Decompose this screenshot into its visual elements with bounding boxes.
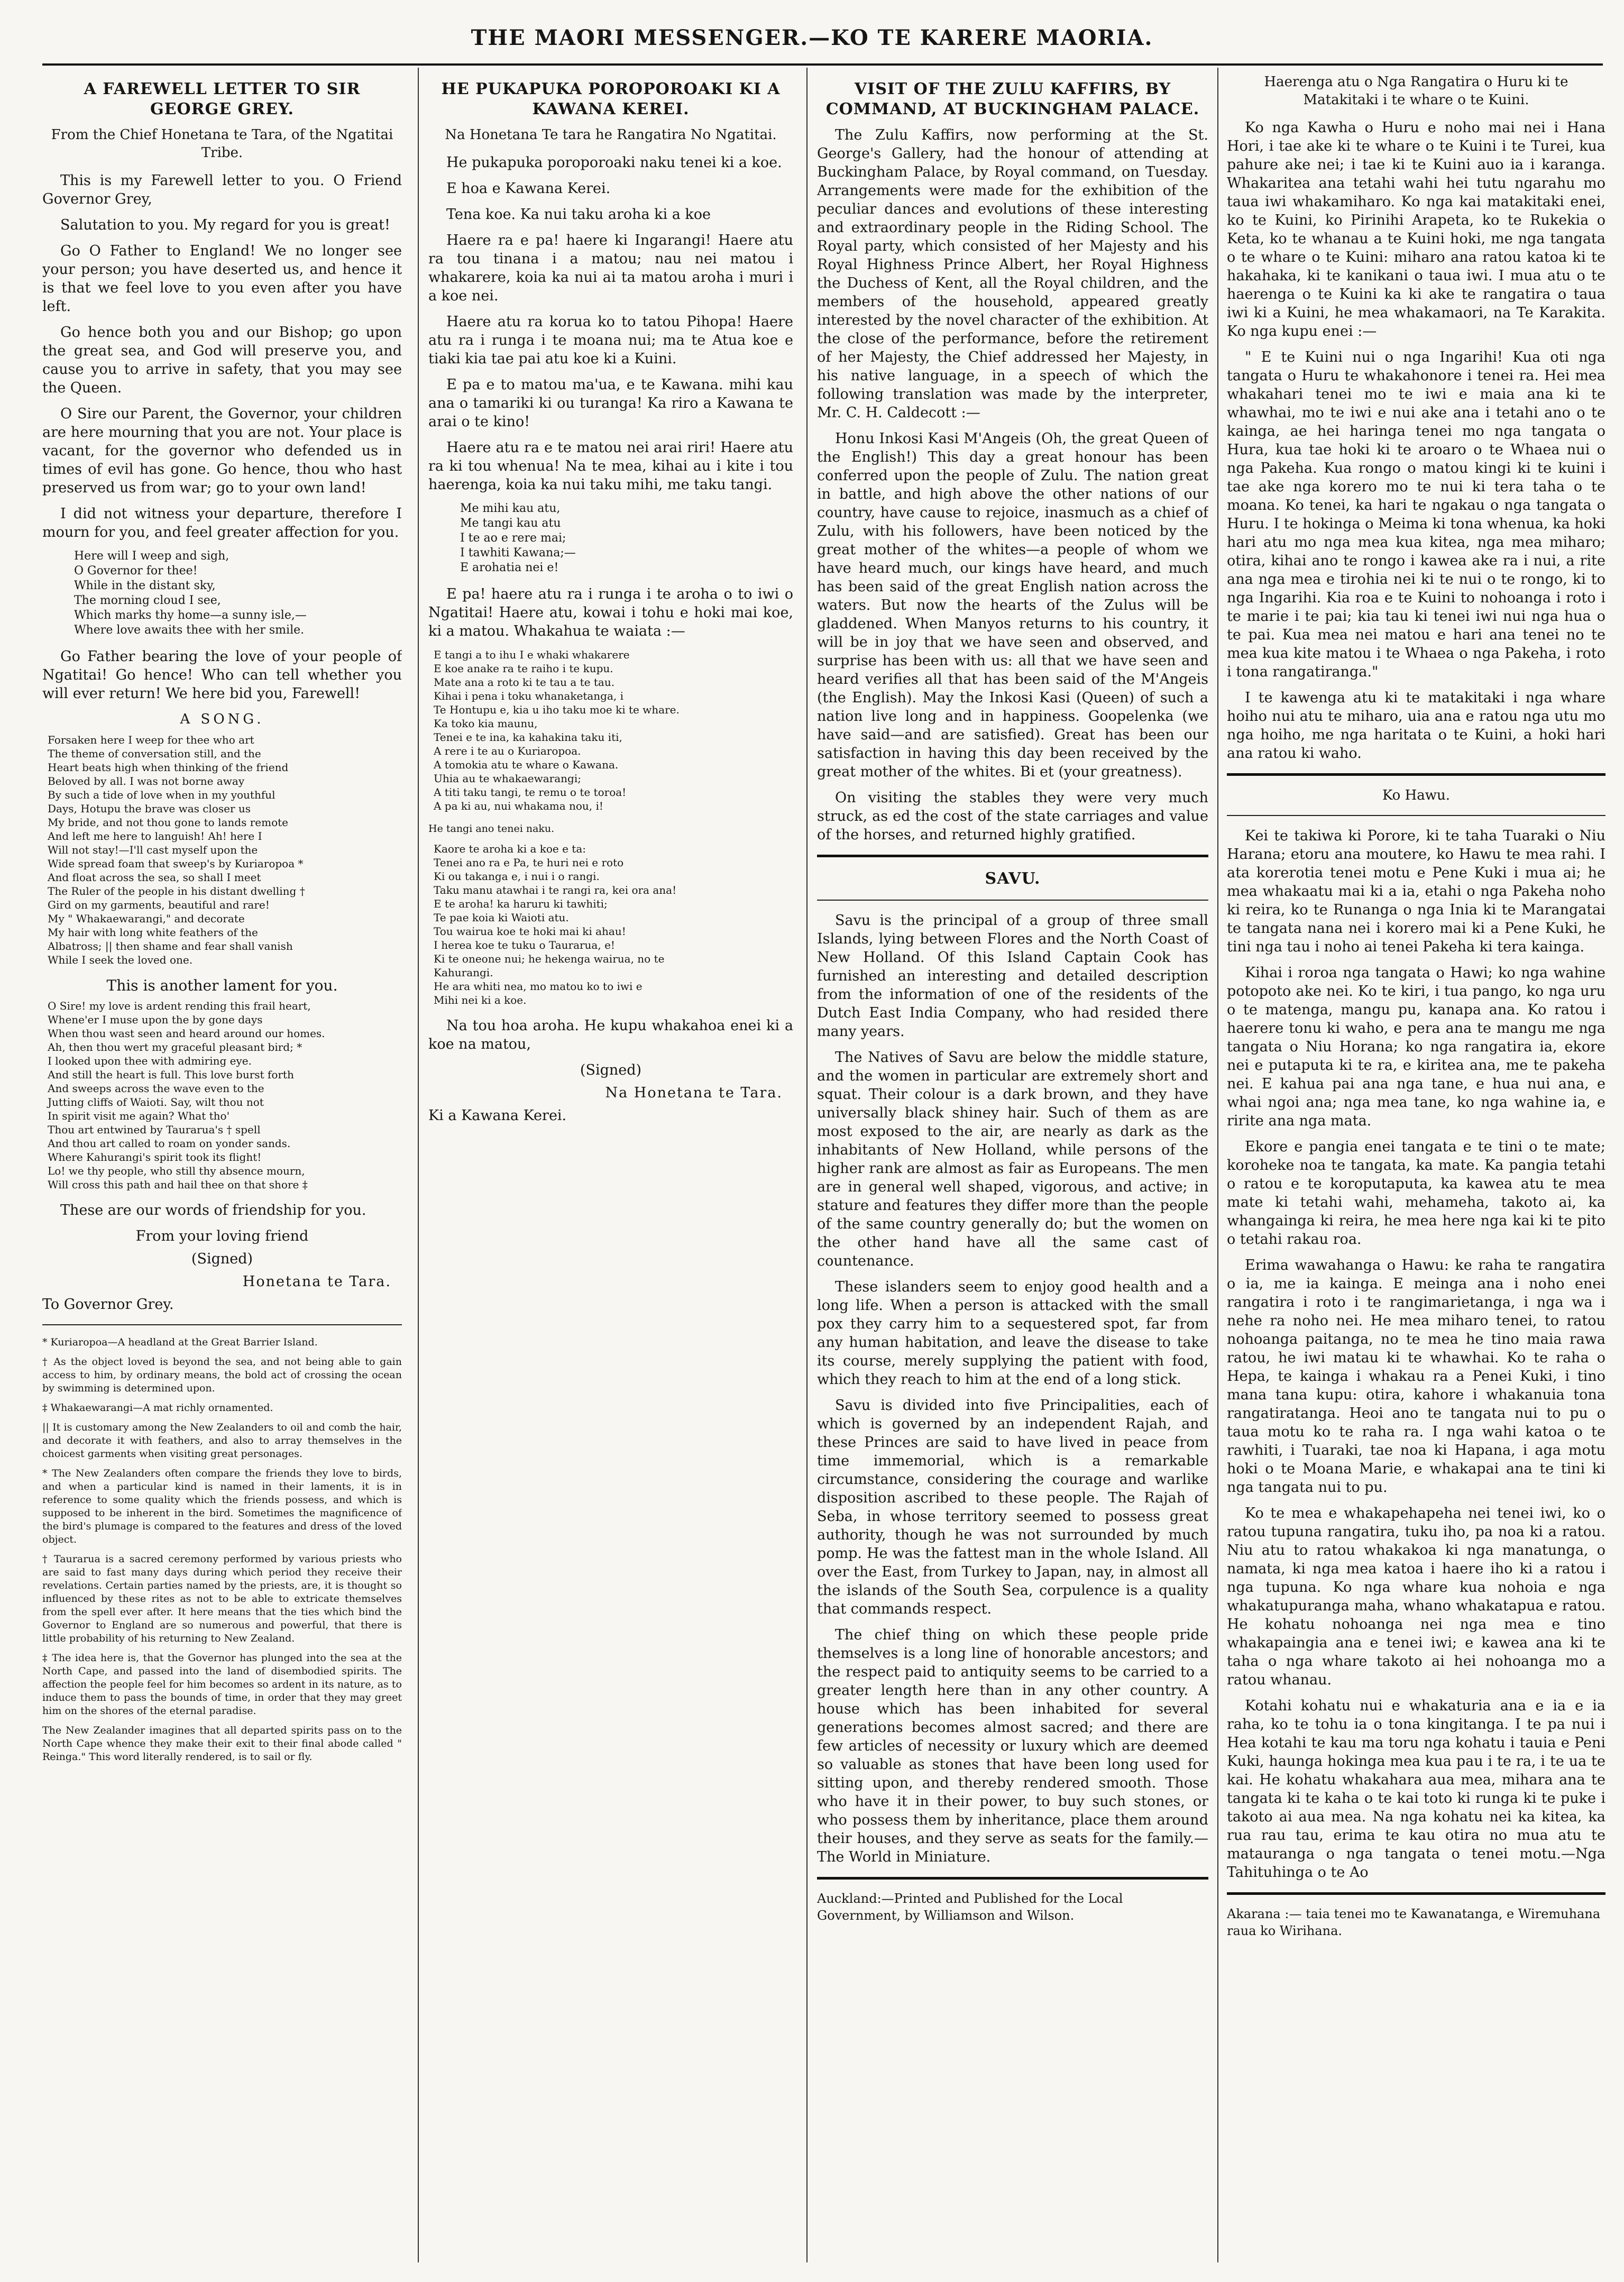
footnote: * The New Zealanders often compare the friends they love to birds, and when a particular kind is named in their laments, it is in reference to some quality which the friends possess, and which is supposed to be inherent in the bird. Sometimes the magnificence of the bird's plumage is compared to the features and dress of the loved object. bbox=[42, 1468, 402, 1545]
masthead: THE MAORI MESSENGER.—KO TE KARERE MAORIA. bbox=[471, 25, 1153, 50]
footnote: ‡ The idea here is, that the Governor has plunged into the sea at the North Cape, and passed into the land of disembodied spirits. The affection the people feel for him becomes so ardent in its nature, as to induce them to pass the bounds of time, in order that they may greet him on the shores of the eternal paradise. bbox=[42, 1652, 402, 1717]
article-title: Ko Hawu. bbox=[1382, 787, 1451, 803]
column-divider bbox=[806, 68, 808, 2262]
paragraph: Na tou hoa aroha. He kupu whakahoa enei ki a koe na matou, bbox=[428, 1018, 793, 1052]
paragraph: Ekore e pangia enei tangata e te tini o te mate; koroheke noa te tangata, ka mate. Ka pangia tetahi o ratou e te koroputaputa, ka kawea atu te mea mate ki tetahi wahi, mehameha, takoto ai, ka whangainga ki reira, he mea here nga kai ki te pito o tetahi rakau roa. bbox=[1227, 1139, 1605, 1248]
column-1 bbox=[42, 68, 402, 2262]
addressee: Ki a Kawana Kerei. bbox=[428, 1107, 567, 1124]
column-divider bbox=[418, 68, 419, 2262]
footnote: The New Zealander imagines that all departed spirits pass on to the North Cape whence they make their exit to their final abode called " Reinga." This word literally rendered, is to sail or fly. bbox=[42, 1725, 402, 1763]
paragraph: O Sire our Parent, the Governor, your children are here mourning that you are not. Your place is vacant, for the governor who defended us in times of evil has gone. Go hence, thou who hast preserved us from war; go to your own land! bbox=[42, 406, 402, 496]
paragraph: Haere atu ra korua ko to tatou Pihopa! Haere atu ra i runga i te moana nui; ma te Atua koe e tiaki kia tae pai atu koe ki a Kuini. bbox=[428, 314, 793, 367]
paragraph: Haere atu ra e te matou nei arai riri! Haere atu ra ki tou whenua! Na te mea, kihai au i kite i tou haerenga, koia ka nui taku mihi, me taku tangi. bbox=[428, 439, 793, 493]
paragraph: Go hence both you and our Bishop; go upon the great sea, and God will preserve you, and cause you to arrive in safety, that you may see the Queen. bbox=[42, 324, 402, 396]
article-title: VISIT OF THE ZULU KAFFIRS, BY COMMAND, AT BUCKINGHAM PALACE. bbox=[825, 80, 1200, 118]
paragraph: Honu Inkosi Kasi M'Angeis (Oh, the great Queen of the English!) This day a great honour has been conferred upon the people of Zulu. The nation great in battle, and high above the other nations of our country, have cause to rejoice, inasmuch as a chief of Zulu, with his followers, have been noticed by the great mother of the whites—a people of whom we have heard much, our kings have heard, and much has been said of the great English nation across the waters. But now the hearts of the Zulus will be gladdened. When Manyos returns to his country, it will be in joy that we have seen and observed, and surprise has been with us: all that we have seen and heard verifies all that has been said of the M'Angeis (the English). May the Inkosi Kasi (Queen) of such a nation live long and in happiness. Goopelenka (we have said—and are satisfied). Great has been our satisfaction in having this day been received by the great mother of the whites. Bi et (your greatness). bbox=[817, 430, 1208, 780]
song-text: Forsaken here I weep for thee who art The theme of conversation still, and the Heart beats high when thinking of the friend Beloved by all. I was not borne away By such a tide of love when in my youthful Days, Hotupu the brave was closer us My bride, and not thou gone to lands remote And left me here to languish! Ah! here I Will not stay!—I'll cast myself upon the Wide spread foam that sweep's by Kuriaropoa * And float across the sea, so shall I meet The Ruler of the people in his distant dwelling † Gird on my garments, beautiful and rare! My " Whakaewarangi," and decorate My hair with long white feathers of the Albatross; || then shame and fear shall vanish While I seek the loved one. bbox=[48, 734, 305, 966]
paragraph: Salutation to you. My regard for you is great! bbox=[60, 217, 390, 233]
article-byline: Na Honetana Te tara he Rangatira No Ngatitai. bbox=[445, 127, 777, 143]
paragraph: Savu is divided into five Principalities, each of which is governed by an independent Rajah, and these Princes are said to have lived in peace from time immemorial, which is a remarkable circumstance, considering the courage and warlike disposition ascribed to these people. The Rajah of Seba, in whose territory seemed to possess great authority, though he was not surrounded by much pomp. He was the fattest man in the whole Island. All over the East, from Turkey to Japan, nay, in almost all the islands of the South Sea, corpulence is a quality that commands respect. bbox=[817, 1397, 1208, 1617]
article-title: A FAREWELL LETTER TO SIR GEORGE GREY. bbox=[84, 80, 361, 118]
paragraph: " E te Kuini nui o nga Ingarihi! Kua oti nga tangata o Huru te whakahonore i tenei ra. Hei mea whakahari tenei mo te iwi e maia ana ki te whawhai, mo te iwi e nui ake ana i tetahi ano o te kainga, ae hei haringa tenei mo nga tangata o Hura, kua tae hoki ki te aroaro o te Whaea nui o nga Pakeha. Kua rongo o matou kingi ki te kuini i tae ake nga korero mo te nui ki tera taha o te moana. Ko tenei, ka hari te ngakau o nga tangata o Huru. I te hokinga o Meima ki tona whenua, ka hoki hari atu mo nga mea kua kitea, nga mea miharo; otira, kihai ano te rongo i kawea ake ra i nui, a rite ana nga mea e tirohia nei ki te nui o te rongo, ki to nga Ingarihi. Kia roa e te Kuini to nohoanga i roto i te marie i te pai; kia tau ki tenei iwi nui nga hua o te pai. Kua mea nei matou e hari ana tenei no te mea kua kite matou i te Whaea o nga Pakeha, i roto i tona rangatiranga." bbox=[1227, 349, 1605, 680]
footnote: || It is customary among the New Zealanders to oil and comb the hair, and decorate it with feathers, and also to array themselves in the choicest garments when visiting great personages. bbox=[42, 1422, 402, 1460]
paragraph: Go O Father to England! We no longer see your person; you have deserted us, and hence it is that we feel love to you even after you have left. bbox=[42, 243, 402, 315]
column-divider bbox=[1217, 68, 1218, 2262]
paragraph: Haere ra e pa! haere ki Ingarangi! Haere atu ra tou tinana i a matou; nau nei matou i whakarere, koia ka nui ai ta matou aroha i muri i a koe nei. bbox=[428, 232, 793, 304]
article-title: SAVU. bbox=[985, 869, 1041, 888]
paragraph: Go Father bearing the love of your people of Ngatitai! Go hence! Who can tell whether you will ever return! We here bid you, Farewell! bbox=[42, 648, 402, 702]
divider bbox=[817, 1877, 1208, 1880]
footnote: † Taurarua is a sacred ceremony performed by various priests who are said to fast many days during which period they receive their revelations. Certain parties named by the priests, are, it is thought so influenced by these rites as not to be able to extricate themselves from the spell ever after. It here means that the ties which bind the Governor to England are so numerous and powerful, that there is little probability of his returning to New Zealand. bbox=[42, 1553, 402, 1644]
poem: Kaore te aroha ki a koe e ta: Tenei ano ra e Pa, te huri nei e roto Ki ou takanga e, i nui i o rangi. Taku manu atawhai i te rangi ra, kei ora ana! E te aroha! ka haruru ki tawhiti; Te pae koia ki Waioti atu. Tou wairua koe te hoki mai ki ahau! I herea koe te tuku o Taurarua, e! Ki te oneone nui; he hekenga wairua, no te Kahurangi. He ara whiti nea, mo matou ko to iwi e Mihi nei ki a koe. bbox=[434, 842, 677, 1006]
imprint: Auckland:—Printed and Published for the Local Government, by Williamson and Wilson. bbox=[817, 1891, 1123, 1923]
paragraph: I te kawenga atu ki te matakitaki i nga whare hoiho nui atu te miharo, uia ana e ratou nga utu mo nga hoiho, me nga haritata o te Kuini, a hoki hari ana ratou ki waho. bbox=[1227, 690, 1605, 762]
paragraph: These islanders seem to enjoy good health and a long life. When a person is attacked with the small pox they carry him to a sequestered spot, far from any human habitation, and leave the disease to take its course, merely supplying the patient with food, which they reach to him at the end of a long stick. bbox=[817, 1279, 1208, 1388]
paragraph: This is my Farewell letter to you. O Friend Governor Grey, bbox=[42, 172, 402, 207]
paragraph: E pa! haere atu ra i runga i te aroha o to iwi o Ngatitai! Haere atu, kowai i tohu e hoki mai koe, ki a matou. Whakahua te waiata :— bbox=[428, 586, 793, 639]
paragraph: The Natives of Savu are below the middle stature, and the women in particular are extremely short and squat. Their colour is a dark brown, and they have universally black shiney hair. Such of them as are most exposed to the air, are nearly as dark as the inhabitants of New Holland, while persons of the higher rank are almost as fair as Europeans. The men are in general well shaped, vigorous, and active; in stature and features they differ more than the people of the same country generally do; but the women on the other hand have all the same cast of countenance. bbox=[817, 1049, 1208, 1269]
paragraph: Ko te mea e whakapehapeha nei tenei iwi, ko o ratou tupuna rangatira, tuku iho, pa noa ki a ratou. Niu atu to ratou whakakoa ki nga manatunga, o namata, ki nga mea katoa i haere iho ki a ratou i nga tupuna. Ko nga whare kua nohoia e nga whakatupuranga maha, whano whakatapua e ratou. He kohatu nohoanga nei nga mea e tino whakapaingia ana e tenei iwi; e kawea ana ki te taha o nga whare takoto ai hei nohoanga mo a ratou whanau. bbox=[1227, 1505, 1605, 1688]
poem: Me mihi kau atu, Me tangi kau atu I te ao e rere mai; I tawhiti Kawana;— E arohatia nei e! bbox=[460, 502, 576, 574]
divider bbox=[1227, 1892, 1605, 1895]
paragraph: I did not witness your departure, therefore I mourn for you, and feel greater affection for you. bbox=[42, 506, 402, 540]
paragraph: Ko nga Kawha o Huru e noho mai nei i Hana Hori, i tae ake ki te whare o te Kuini i te Turei, kua pahure ake nei; i tae ki te Kuini auo ia i karanga. Whakaritea ana tetahi wahi hei tutu ngarahu mo taua iwi whakamiharo. Ko nga kai matakitaki enei, ko te Kuini, ko Pirinihi Arapeta, ko te Rukekia o Keta, ko te whanau a te Kuini hoki, me nga tangata o te whare o te Kuini: miharo ana ratou katoa ki te hakahaka, ki te kanikani o taua iwi. I mua atu o te haerenga o te Kuini ka ki ake te rangatira o taua iwi ki a Kuini, he mea whakamaori, na Te Karakita. Ko nga kupu enei :— bbox=[1227, 120, 1605, 340]
lament-title: This is another lament for you. bbox=[106, 977, 338, 994]
imprint: Akarana :— taia tenei mo te Kawanatanga, e Wiremuhana raua ko Wirihana. bbox=[1227, 1907, 1601, 1938]
paragraph: He tangi ano tenei naku. bbox=[428, 823, 555, 835]
footnote: † As the object loved is beyond the sea, and not being able to gain access to him, by ordinary means, the bold act of crossing the ocean by swimming is determined upon. bbox=[42, 1356, 402, 1394]
poem: E tangi a to ihu I e whaki whakarere E koe anake ra te raiho i te kupu. Mate ana a roto ki te tau a te tau. Kihai i pena i toku whanaketanga, i Te Hontupu e, kia u iho taku moe ki te whare. Ka toko kia maunu, Tenei e te ina, ka kahakina taku iti, A rere i te au o Kuriaropoa. A tomokia atu te whare o Kawana. Uhia au te whakaewarangi; A titi taku tangi, te remu o te toroa! A pa ki au, nui whakama nou, i! bbox=[434, 648, 680, 812]
poem: Here will I weep and sigh, O Governor for thee! While in the distant sky, The morning cloud I see, Which marks thy home—a sunny isle,— Where love awaits thee with her smile. bbox=[74, 549, 307, 637]
masthead-rule bbox=[42, 63, 1603, 66]
paragraph: Savu is the principal of a group of three small Islands, lying between Flores and the North Coast of New Holland. Of this Island Captain Cook has furnished an interesting and detailed description from the information of one of the residents of the Dutch East India Company, who had resided there many years. bbox=[817, 912, 1208, 1040]
paragraph: E hoa e Kawana Kerei. bbox=[446, 180, 611, 197]
article-byline: From the Chief Honetana te Tara, of the Ngatitai Tribe. bbox=[51, 127, 393, 161]
paragraph: E pa e to matou ma'ua, e te Kawana. mihi kau ana o tamariki ki ou turanga! Ka riro a Kawana te arai o te kino! bbox=[428, 377, 793, 430]
paragraph: Erima wawahanga o Hawu: ke raha te rangatira o ia, me ia kainga. E meinga ana i noho enei rangatira i roto i te rangimarietanga, i nga wa i nehe ra noho nei. He mea miharo tenei, to ratou nohoanga paitanga, no te mea he tino maia rawa ratou, he iwi matau ki te whawhai. Ko te raha o Hepa, te kainga i whakau ra a Penei Kuki, i tino mana tana kupu: otira, kahore i whakanuia tona rangatiratanga. Heoi ano te tangata nui to pu o taua motu ko te raha ra. I nga wahi katoa o te rawhiti, i Tuaraki, tae noa ki Hapana, i aga motu hoki o te Moana Marie, e whakapai ana te tini ki nga tangata nui to pu. bbox=[1227, 1257, 1605, 1496]
paragraph: Kotahi kohatu nui e whakaturia ana e ia e ia raha, ko te tohu ia o tona kingitanga. I te pa nui i Hea kotahi te kau ma toru nga kohatu i tauia e Peni Kuki, haunga hokinga mea kua pau i te ra, i te ua te kai. He kohatu whakahara aua mea, mihara ana te tangata ki te kaha o te kai toto ki runga ki te puke i takoto ai aua mea. Na nga kohatu nei ka kitea, ka rua rau tau, erima te kau otira no mua atu te matauranga o nga tangata o tenei motu.—Nga Tahituhinga o te Ao bbox=[1227, 1698, 1605, 1881]
paragraph: He pukapuka poroporoaki naku tenei ki a koe. bbox=[446, 154, 782, 171]
paragraph: The chief thing on which these people pride themselves is a long line of honorable ancestors; and the respect paid to antiquity seems to be carried to a greater length here than in any other country. A house which has been inhabited for several generations becomes almost sacred; and there are few articles of necessity or luxury which are deemed so valuable as stones that have been long used for sitting upon, and thereby rendered smooth. Those who have it in their power, to buy such stones, or who possess them by inheritance, place them around their houses, and they serve as seats for the family.—The World in Miniature. bbox=[817, 1627, 1208, 1865]
divider bbox=[1227, 815, 1605, 816]
signer: Na Honetana te Tara. bbox=[605, 1085, 783, 1101]
column-2 bbox=[428, 68, 793, 2130]
paragraph: On visiting the stables they were very much struck, as ed the cost of the state carriages and value of the horses, and returned highly gratified. bbox=[817, 790, 1208, 843]
signer: Honetana te Tara. bbox=[242, 1273, 391, 1290]
closing: From your loving friend bbox=[135, 1228, 309, 1244]
divider bbox=[817, 855, 1208, 857]
signed: (Signed) bbox=[580, 1062, 642, 1078]
lament-text: O Sire! my love is ardent rending this frail heart, Whene'er I muse upon the by gone days When thou wast seen and heard around our homes. Ah, then thou wert my graceful pleasant bird; * I looked upon thee with admiring eye. And still the heart is full. This love burst forth And sweeps across the wave even to the Jutting cliffs of Waioti. Say, wilt thou not In spirit visit me again? What tho' Thou art entwined by Taurarua's † spell And thou art called to roam on yonder sands. Where Kahurangi's spirit took its flight! Lo! we thy people, who still thy absence mourn, Will cross this path and hail thee on that shore ‡ bbox=[48, 1000, 325, 1191]
paragraph: Kihai i roroa nga tangata o Hawi; ko nga wahine potopoto ake nei. Ko te kiri, i tua pango, ko nga uru o te matenga, mangu pu, kanapa ana. Ko ratou i haerere tonu ki waho, e pera ana te mangu me nga tangata o Niu Horana; ko nga rangatira ia, ekore nei e putaputa ki te ra, e kiritea ana, me te pakeha nei. E kahua pai ana nga tane, e hua nui ana, e whai ngoi ana; nga mea tane, ko nga wahine ia, e ririte ana nga mata. bbox=[1227, 965, 1605, 1129]
divider bbox=[1227, 773, 1605, 776]
divider bbox=[817, 900, 1208, 901]
paragraph: Kei te takiwa ki Porore, ki te taha Tuaraki o Niu Harana; etoru ana moutere, ko Hawu te mea rahi. I ata korerotia tenei motu e Pene Kuki i mua ai; he mea whakaatu mai ki a ia, etahi o nga Pakeha noho ki reira, ko te Runanga o nga Inia ki te Marangatai te tangata nana nei i korero mai ki a Pene Kuki, he tini nga tau i noho ai tenei Pakeha ki tera kainga. bbox=[1227, 828, 1605, 955]
signed: (Signed) bbox=[191, 1251, 253, 1267]
footnote: ‡ Whakaewarangi—A mat richly ornamented. bbox=[42, 1402, 273, 1414]
article-title: HE PUKAPUKA POROPOROAKI KI A KAWANA KEREI. bbox=[441, 80, 781, 118]
footnote: * Kuriaropoa—A headland at the Great Barrier Island. bbox=[42, 1336, 318, 1348]
paragraph: Tena koe. Ka nui taku aroha ki a koe bbox=[446, 206, 711, 223]
column-4 bbox=[1227, 68, 1605, 2262]
paragraph: The Zulu Kaffirs, now performing at the St. George's Gallery, had the honour of attending at Buckingham Palace, by Royal command, on Tuesday. Arrangements were made for the exhibition of the peculiar dances and evolutions of these interesting and extraordinary people in the Riding School. The Royal party, which consisted of her Majesty and his Royal Highness Prince Albert, her Royal Highness the Duchess of Kent, all the Royal children, and the members of the household, appeared greatly interested by the novel character of the exhibition. At the close of the performance, before the retirement of her Majesty, the Chief addressed her Majesty, in his native language, in a speech of which the following translation was made by the interpreter, Mr. C. H. Caldecott :— bbox=[817, 127, 1208, 421]
divider bbox=[42, 1324, 402, 1325]
column-3 bbox=[817, 68, 1208, 2262]
paragraph: These are our words of friendship for you. bbox=[60, 1202, 366, 1218]
addressee: To Governor Grey. bbox=[42, 1296, 174, 1313]
article-title: Haerenga atu o Nga Rangatira o Huru ki te Matakitaki i te whare o te Kuini. bbox=[1264, 74, 1568, 108]
song-title: A SONG. bbox=[180, 711, 264, 727]
